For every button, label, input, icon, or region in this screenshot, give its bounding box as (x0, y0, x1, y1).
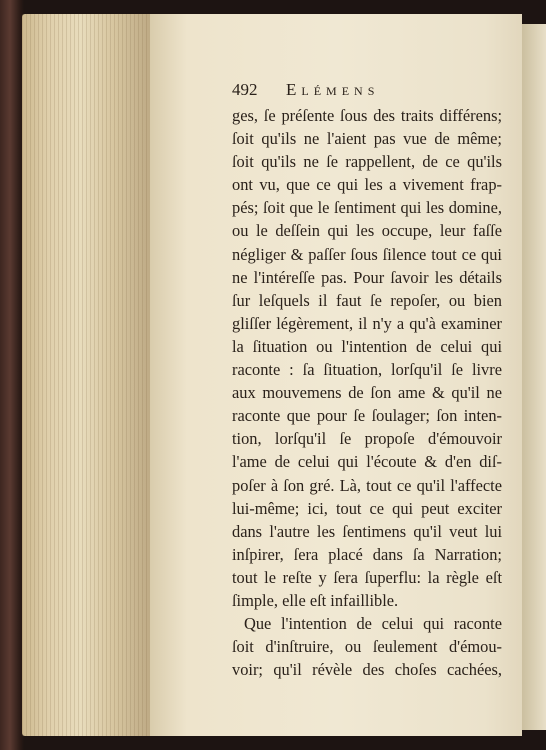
text-line: gliſſer légèrement, il n'y a qu'à examiner (232, 313, 502, 333)
text-line: aux mouvemens de ſon ame & qu'il ne (232, 383, 502, 403)
page-edges (22, 14, 152, 736)
running-head: Elémens (286, 80, 380, 99)
page-number: 492 (232, 80, 258, 99)
text-line: la ſituation ou l'intention de celui qui (232, 336, 502, 356)
text-line: l'ame de celui qui l'écoute & d'en diſ- (232, 452, 502, 472)
text-line: raconte que pour ſe ſoulager; ſon inten- (232, 406, 502, 426)
text-line: ne l'intéreſſe pas. Pour ſavoir les détails (232, 267, 502, 287)
text-line: ſur leſquels il faut ſe repoſer, ou bien (232, 290, 502, 310)
text-line: tout le reſte y ſera ſuperflu: la règle eſt (232, 567, 502, 587)
page-text (232, 80, 502, 681)
text-line: ont vu, que ce qui les a vivement frap- (232, 175, 502, 195)
text-line: lui-même; ici, tout ce qui peut exciter (232, 498, 502, 518)
text-line: ſoit d'inſtruire, ou ſeulement d'émou- (232, 637, 502, 657)
page-header (232, 80, 502, 104)
text-line: voir; qu'il révèle des choſes cachées, (232, 660, 502, 680)
paragraph-2 (232, 612, 502, 681)
text-line: négliger & paſſer ſous ſilence tout ce qui (232, 244, 502, 264)
text-line: ſoit qu'ils ne l'aient pas vue de même; (232, 129, 502, 149)
text-line: pés; ſoit que le ſentiment qui les domine, (232, 198, 502, 218)
text-line: poſer à ſon gré. Là, tout ce qu'il l'affecte (232, 475, 502, 495)
text-line: Que l'intention de celui qui raconte (244, 614, 502, 634)
text-line: ſoit qu'ils ne ſe rappellent, de ce qu'ils (232, 152, 502, 172)
text-line: ou le deſſein qui les occupe, leur faſſe (232, 221, 502, 241)
text-line: dans l'autre les ſentimens qu'il veut lui (232, 521, 502, 541)
text-line: raconte : ſa ſituation, lorſqu'il ſe livre (232, 360, 502, 380)
text-line: tion, lorſqu'il ſe propoſe d'émouvoir (232, 429, 502, 449)
text-line: inſpirer, ſera placé dans ſa Narration; (232, 544, 502, 564)
text-line: ſimple, elle eſt infaillible. (232, 590, 399, 610)
facing-page-edge (522, 24, 546, 730)
text-line: ges, ſe préſente ſous des traits différens; (232, 106, 502, 125)
paragraph-1 (232, 104, 502, 612)
